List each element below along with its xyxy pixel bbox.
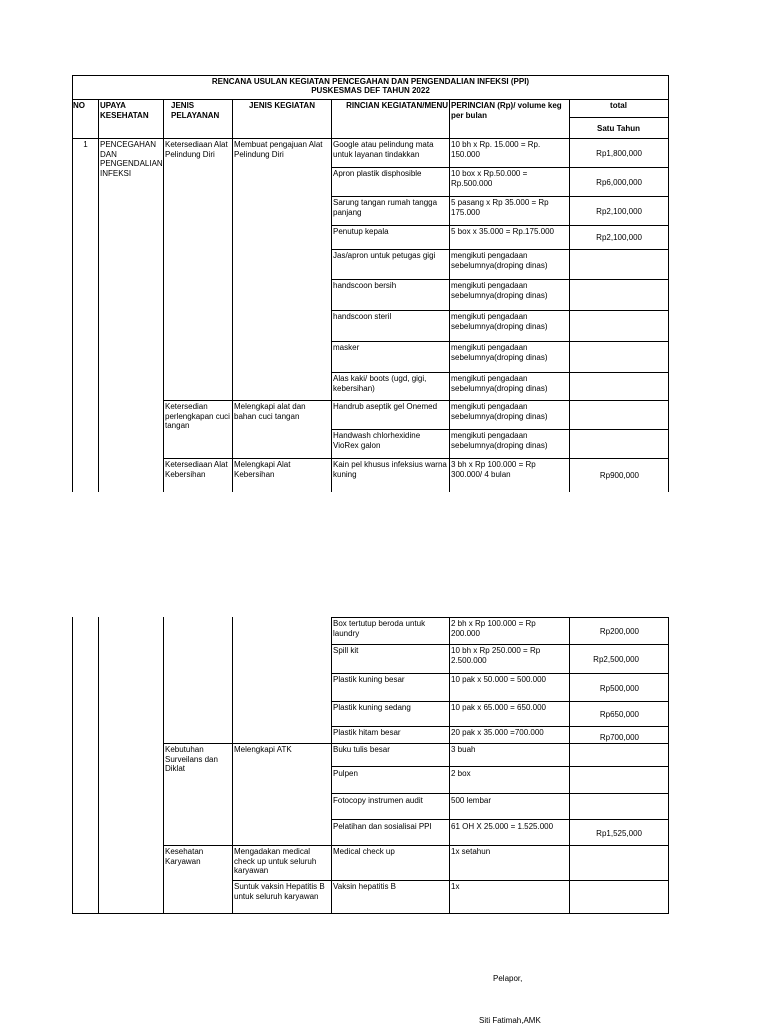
total-cell: Rp200,000 xyxy=(599,627,639,636)
rincian-cell: Buku tulis besar xyxy=(333,745,390,754)
rincian-cell: Plastik hitam besar xyxy=(333,728,401,737)
header-no: NO xyxy=(73,101,85,110)
perincian-cell: 10 bh x Rp 250.000 = Rp 2.500.000 xyxy=(451,646,541,665)
perincian-cell: mengikuti pengadaan sebelumnya(droping dinas) xyxy=(451,281,548,300)
table-subtitle: PUSKESMAS DEF TAHUN 2022 xyxy=(311,86,430,95)
header-total: total xyxy=(610,101,627,110)
upaya-kesehatan: PENCEGAHAN DAN PENGENDALIAN INFEKSI xyxy=(100,140,163,178)
rincian-cell: Kain pel khusus infeksius warna kuning xyxy=(333,460,447,479)
header-rincian: RINCIAN KEGIATAN/MENU xyxy=(346,101,448,110)
rincian-cell: Plastik kuning sedang xyxy=(333,703,411,712)
perincian-cell: 1x setahun xyxy=(451,847,491,856)
perincian-cell: 20 pak x 35.000 =700.000 xyxy=(451,728,544,737)
rincian-cell: masker xyxy=(333,343,360,352)
rincian-cell: Vaksin hepatitis B xyxy=(333,882,396,891)
rincian-cell: Google atau pelindung mata untuk layanan tindakkan xyxy=(333,140,434,159)
total-cell: Rp500,000 xyxy=(599,684,639,693)
rincian-cell: Penutup kepala xyxy=(333,227,389,236)
total-cell: Rp6,000,000 xyxy=(596,178,642,187)
perincian-cell: 3 bh x Rp 100.000 = Rp 300.000/ 4 bulan xyxy=(451,460,536,479)
total-cell: Rp1,800,000 xyxy=(596,149,642,158)
table-title: RENCANA USULAN KEGIATAN PENCEGAHAN DAN PENGENDALIAN INFEKSI (PPI) xyxy=(211,77,530,86)
header-upaya: UPAYA KESEHATAN xyxy=(100,101,149,120)
perincian-cell: 2 bh x Rp 100.000 = Rp 200.000 xyxy=(451,619,536,638)
jenis-pelayanan: Kesehatan Karyawan xyxy=(165,847,204,866)
rincian-cell: Plastik kuning besar xyxy=(333,675,405,684)
row-number: 1 xyxy=(83,140,88,149)
perincian-cell: 1x xyxy=(451,882,460,891)
perincian-cell: 10 pak x 65.000 = 650.000 xyxy=(451,703,546,712)
total-cell: Rp2,500,000 xyxy=(593,655,639,664)
total-cell: Rp900,000 xyxy=(599,471,639,480)
jenis-kegiatan: Membuat pengajuan Alat Pelindung Diri xyxy=(234,140,323,159)
header-satu-tahun: Satu Tahun xyxy=(597,124,640,133)
perincian-cell: 2 box xyxy=(451,769,471,778)
perincian-cell: 10 pak x 50.000 = 500.000 xyxy=(451,675,546,684)
total-cell: Rp2,100,000 xyxy=(596,233,642,242)
perincian-cell: mengikuti pengadaan sebelumnya(droping dinas) xyxy=(451,374,548,393)
pelapor-label: Pelapor, xyxy=(493,974,523,983)
rincian-cell: Fotocopy instrumen audit xyxy=(333,796,423,805)
perincian-cell: 5 pasang x Rp 35.000 = Rp 175.000 xyxy=(451,198,549,217)
perincian-cell: 10 bh x Rp. 15.000 = Rp. 150.000 xyxy=(451,140,541,159)
jenis-kegiatan: Melengkapi ATK xyxy=(234,745,292,754)
perincian-cell: 10 box x Rp.50.000 = Rp.500.000 xyxy=(451,169,528,188)
jenis-kegiatan: Melengkapi alat dan bahan cuci tangan xyxy=(234,402,306,421)
rincian-cell: handscoon bersih xyxy=(333,281,397,290)
perincian-cell: 5 box x 35.000 = Rp.175.000 xyxy=(451,227,554,236)
perincian-cell: mengikuti pengadaan sebelumnya(droping dinas) xyxy=(451,431,548,450)
jenis-pelayanan: Kebutuhan Surveilans dan Diklat xyxy=(165,745,218,773)
jenis-kegiatan: Mengadakan medical check up untuk seluruh karyawan xyxy=(234,847,317,875)
perincian-cell: mengikuti pengadaan sebelumnya(droping dinas) xyxy=(451,343,548,362)
total-cell: Rp2,100,000 xyxy=(596,207,642,216)
header-jenis-pelayanan: JENIS PELAYANAN xyxy=(171,101,220,120)
perincian-cell: 3 buah xyxy=(451,745,476,754)
perincian-cell: mengikuti pengadaan sebelumnya(droping dinas) xyxy=(451,402,548,421)
header-perincian: PERINCIAN (Rp)/ volume keg per bulan xyxy=(451,101,562,120)
signer-name: Siti Fatimah,AMK xyxy=(479,1016,541,1025)
total-cell: Rp700,000 xyxy=(599,733,639,742)
perincian-cell: 61 OH X 25.000 = 1.525.000 xyxy=(451,822,554,831)
jenis-kegiatan: Suntuk vaksin Hepatitis B untuk seluruh karyawan xyxy=(234,882,325,901)
perincian-cell: mengikuti pengadaan sebelumnya(droping dinas) xyxy=(451,312,548,331)
rincian-cell: Pulpen xyxy=(333,769,358,778)
perincian-cell: 500 lembar xyxy=(451,796,492,805)
header-jenis-kegiatan: JENIS KEGIATAN xyxy=(249,101,315,110)
rincian-cell: Sarung tangan rumah tangga panjang xyxy=(333,198,438,217)
perincian-cell: mengikuti pengadaan sebelumnya(droping dinas) xyxy=(451,251,548,270)
rincian-cell: Handwash chlorhexidine VioRex galon xyxy=(333,431,421,450)
jenis-kegiatan: Melengkapi Alat Kebersihan xyxy=(234,460,291,479)
jenis-pelayanan: Ketersedian perlengkapan cuci tangan xyxy=(165,402,230,430)
rincian-cell: Spill kit xyxy=(333,646,359,655)
total-cell: Rp1,525,000 xyxy=(596,829,642,838)
rincian-cell: Box tertutup beroda untuk laundry xyxy=(333,619,426,638)
jenis-pelayanan: Ketersediaan Alat Pelindung Diri xyxy=(165,140,228,159)
rincian-cell: Handrub aseptik gel Onemed xyxy=(333,402,438,411)
rincian-cell: Medical check up xyxy=(333,847,395,856)
rincian-cell: Pelatihan dan sosialisai PPI xyxy=(333,822,432,831)
total-cell: Rp650,000 xyxy=(599,710,639,719)
rincian-cell: Jas/apron untuk petugas gigi xyxy=(333,251,436,260)
rincian-cell: handscoon steril xyxy=(333,312,392,321)
jenis-pelayanan: Ketersediaan Alat Kebersihan xyxy=(165,460,228,479)
rincian-cell: Alas kaki/ boots (ugd, gigi, kebersihan) xyxy=(333,374,427,393)
rincian-cell: Apron plastik disphosible xyxy=(333,169,422,178)
